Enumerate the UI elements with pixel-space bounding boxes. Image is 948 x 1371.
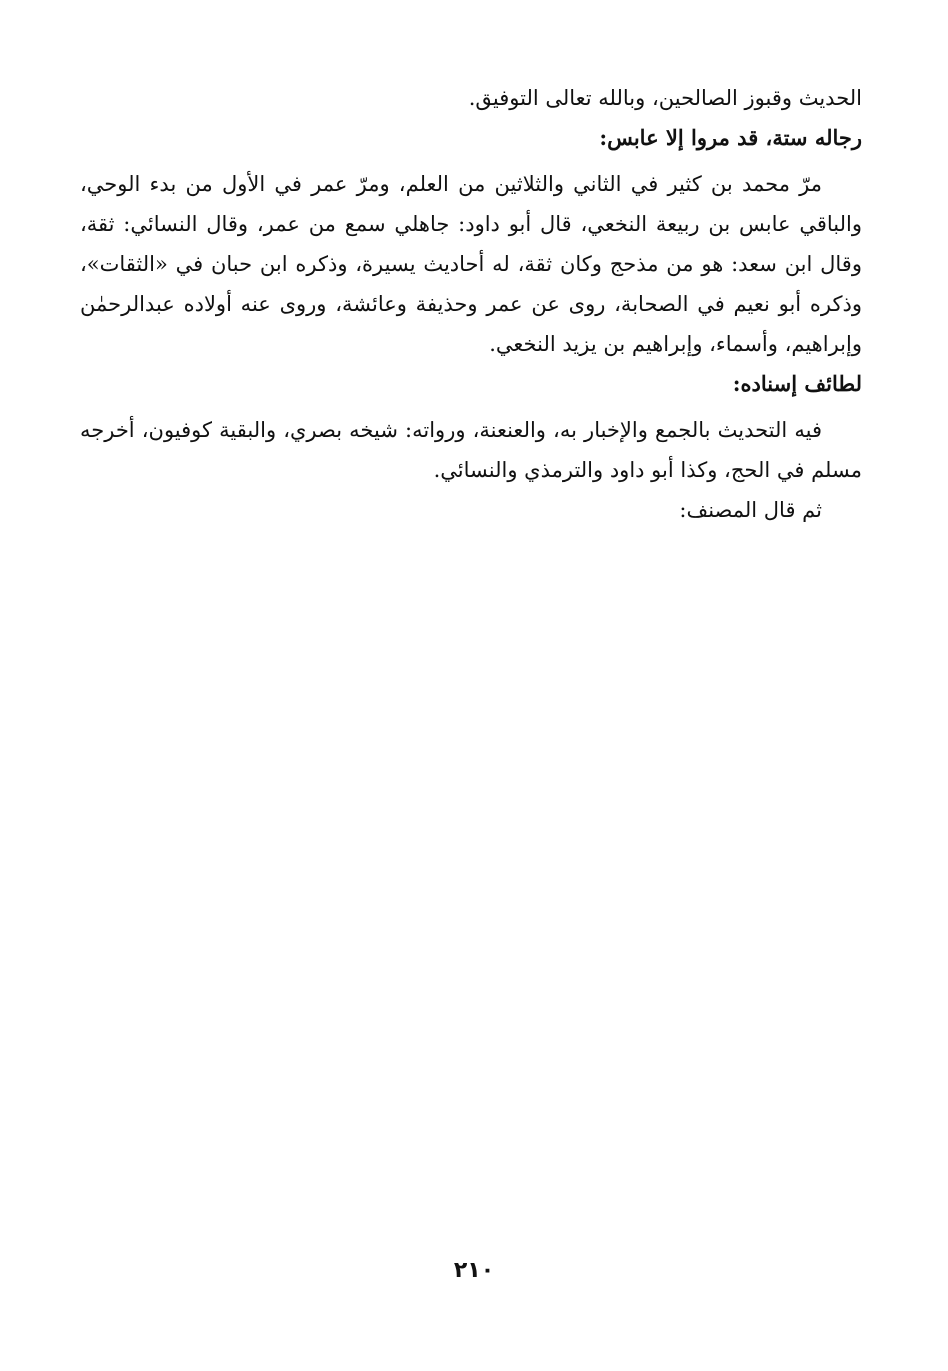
body-text bbox=[80, 78, 862, 530]
paragraph-closing: الحديث وقبوز الصالحين، وبالله تعالى التوفيق. bbox=[468, 86, 862, 110]
heading-chain-subtleties: لطائف إسناده: bbox=[732, 371, 862, 396]
paragraph-author-said: ثم قال المصنف: bbox=[679, 498, 822, 522]
page-number: ٢١٠ bbox=[453, 1258, 495, 1283]
paragraph-narrators: مرّ محمد بن كثير في الثاني والثلاثين من العلم، ومرّ عمر في الأول من بدء الوحي، والباقي عابس بن ربيعة النخعي، قال أبو داود: جاهلي سمع من عمر، وقال النسائي: ثقة، وقال ابن سعد: هو من مذحج وكان ثقة، له أحاديث يسيرة، وذكره ابن حبان في «الثقات»، وذكره أبو نعيم في الصحابة، روى عن عمر وحذيفة وعائشة، وروى عنه أولاده عبدالرحمٰن وإبراهيم، وأسماء، وإبراهيم بن يزيد النخعي. bbox=[80, 172, 862, 356]
heading-narrators: رجاله ستة، قد مروا إلا عابس: bbox=[599, 125, 862, 150]
paragraph-chain-subtleties: فيه التحديث بالجمع والإخبار به، والعنعنة، ورواته: شيخه بصري، والبقية كوفيون، أخرجه مسلم في الحج، وكذا أبو داود والترمذي والنسائي. bbox=[80, 418, 862, 482]
